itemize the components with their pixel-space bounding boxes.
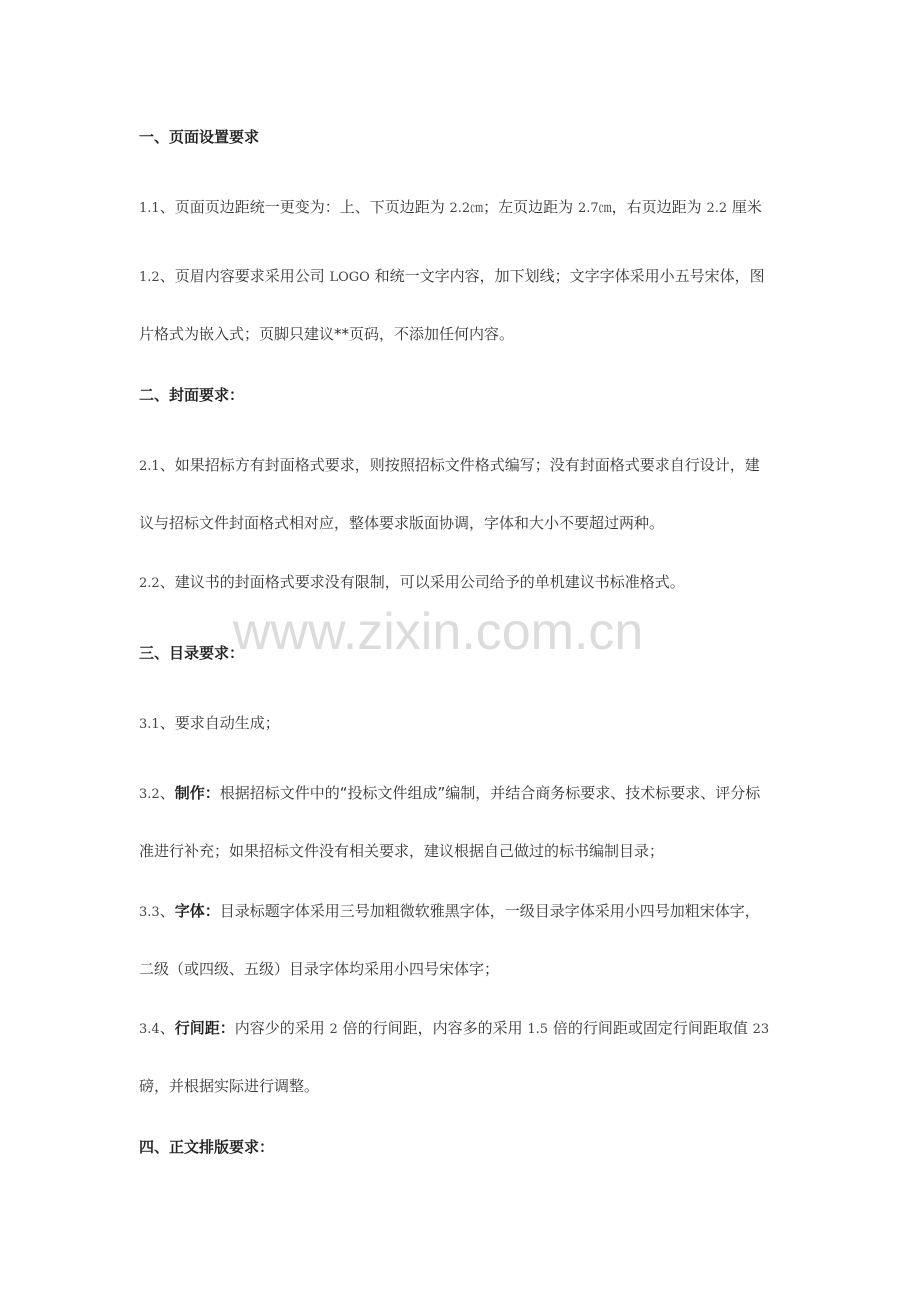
text-run: 、	[159, 902, 175, 920]
text-run: 目录标题字体采用三号加粗微软雅黑字体，一级目录字体采用小四号加粗宋体字，	[219, 902, 760, 920]
paragraph-line: 片格式为嵌入式；页脚只建议**页码，不添加任何内容。	[139, 325, 515, 343]
paragraph-3-1	[139, 694, 784, 752]
item-number: 3.3	[139, 905, 160, 920]
item-number: 2.2	[139, 576, 160, 591]
keyword-label: 制作：	[174, 784, 220, 802]
paragraph-line	[139, 178, 784, 236]
value-top-bottom-margin: 2.2㎝	[449, 201, 484, 216]
paragraph-line: 议与招标文件封面格式相对应，整体要求版面协调，字体和大小不要超过两种。	[139, 514, 665, 532]
text-run: 、页面页边距统一更变为：上、下页边距为	[159, 198, 445, 216]
paragraph-line: 二级（或四级、五级）目录字体均采用小四号宋体字；	[139, 960, 500, 978]
section-heading-page-setup: 一、页面设置要求	[139, 128, 260, 146]
paragraph-1-1	[139, 178, 784, 236]
section-heading-cover: 二、封面要求：	[139, 386, 245, 404]
item-number: 3.2	[139, 787, 160, 802]
text-run: 、要求自动生成；	[159, 714, 280, 732]
paragraph-line	[139, 436, 784, 494]
paragraph-1-2	[139, 247, 784, 363]
paragraph-3-2	[139, 764, 784, 880]
value-fixed-spacing: 23	[752, 1022, 770, 1037]
text-run: 和统一文字内容，加下划线；文字字体采用小五号宋体，图	[374, 267, 765, 285]
text-run: 倍的行间距，内容多的采用	[342, 1019, 523, 1037]
item-number: 1.1	[139, 201, 160, 216]
value-double-spacing: 2	[329, 1022, 338, 1037]
text-run: 、建议书的封面格式要求没有限制，可以采用公司给予的单机建议书标准格式。	[159, 573, 685, 591]
text-run: 、页眉内容要求采用公司	[159, 267, 325, 285]
item-number: 1.2	[139, 270, 160, 285]
text-run: 、如果招标方有封面格式要求，则按照招标文件格式编写；没有封面格式要求自行设计，建	[159, 456, 760, 474]
paragraph-3-4	[139, 999, 784, 1115]
value-left-margin: 2.7㎝	[577, 201, 612, 216]
paragraph-line	[139, 999, 784, 1057]
value-one-half-spacing: 1.5	[527, 1022, 549, 1037]
paragraph-3-3	[139, 882, 784, 998]
paragraph-line	[139, 694, 784, 752]
paragraph-line: 准进行补充；如果招标文件没有相关要求，建议根据自己做过的标书编制目录；	[139, 842, 665, 860]
text-run: 内容少的采用	[234, 1019, 325, 1037]
logo-word: LOGO	[329, 270, 370, 285]
text-run: ；左页边距为	[483, 198, 574, 216]
item-number: 3.1	[139, 717, 160, 732]
item-number: 3.4	[139, 1022, 160, 1037]
text-run: 、	[159, 784, 175, 802]
paragraph-line: 磅，并根据实际进行调整。	[139, 1077, 320, 1095]
text-run: 厘米	[731, 198, 762, 216]
keyword-label: 行间距：	[174, 1019, 235, 1037]
text-run: 根据招标文件中的“投标文件组成”编制，并结合商务标要求、技术标要求、评分标	[219, 784, 761, 802]
item-number: 2.1	[139, 459, 160, 474]
watermark-text: www.zixin.com.cn	[233, 603, 644, 661]
section-heading-body-layout: 四、正文排版要求：	[139, 1138, 275, 1156]
value-right-margin: 2.2	[706, 201, 728, 216]
paragraph-line	[139, 882, 784, 940]
paragraph-line	[139, 247, 784, 305]
text-run: 倍的行间距或固定行间距取值	[552, 1019, 748, 1037]
paragraph-line	[139, 764, 784, 822]
paragraph-2-1	[139, 436, 784, 552]
text-run: ，右页边距为	[611, 198, 702, 216]
text-run: 、	[159, 1019, 175, 1037]
section-heading-toc: 三、目录要求：	[139, 644, 245, 662]
keyword-label: 字体：	[174, 902, 220, 920]
